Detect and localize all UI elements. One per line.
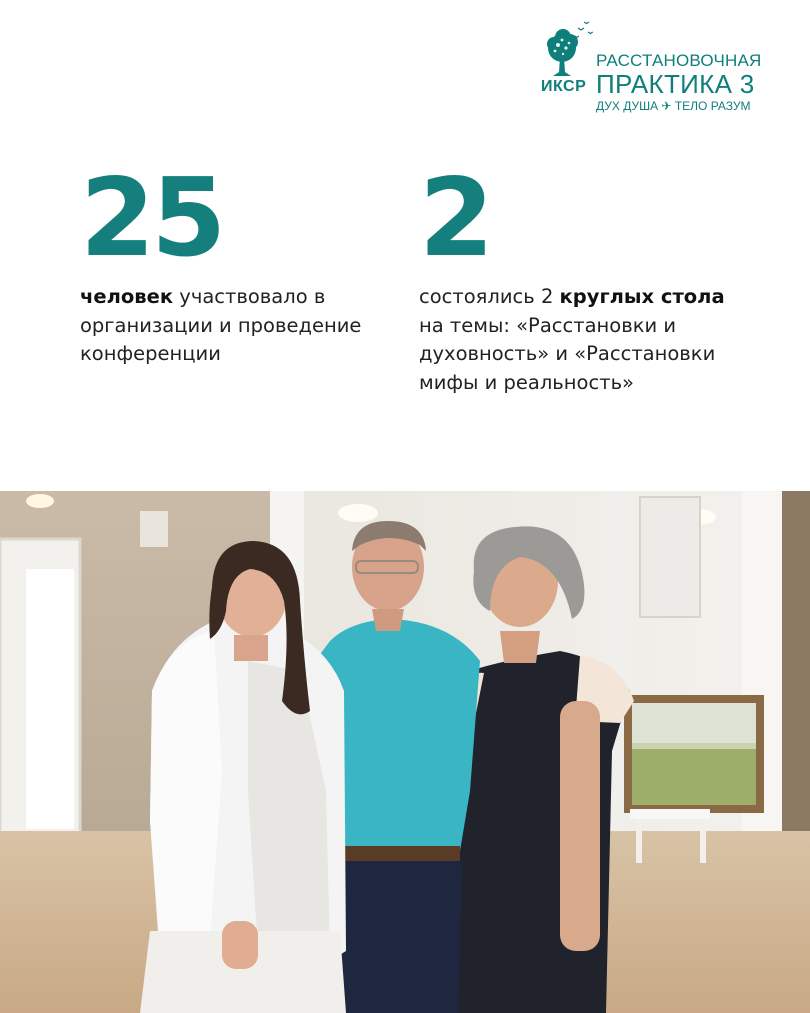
logo-title-line1: РАССТАНОВОЧНАЯ bbox=[596, 51, 762, 70]
stat-number: 2 bbox=[419, 156, 491, 281]
stat-description bbox=[419, 283, 739, 397]
stat-bold-text: человек bbox=[80, 285, 174, 308]
photo-illustration bbox=[0, 491, 810, 1013]
group-photo bbox=[0, 491, 810, 1013]
stat-participants bbox=[80, 156, 390, 369]
stat-round-tables bbox=[419, 156, 739, 397]
logo-abbreviation: ИКСР bbox=[541, 78, 587, 95]
logo-title-line2: ПРАКТИКА 3 bbox=[596, 69, 755, 99]
stat-number: 25 bbox=[80, 156, 223, 281]
stat-bold-text: круглых стола bbox=[559, 285, 725, 308]
stat-before-text: состоялись 2 bbox=[419, 285, 560, 308]
event-logo bbox=[538, 18, 770, 118]
logo-tagline: ДУХ ДУША ✈ ТЕЛО РАЗУМ bbox=[596, 99, 751, 113]
stat-description bbox=[80, 283, 390, 369]
stat-rest-text: на темы: «Расстановки и духовность» и «Расстановки мифы и реальность» bbox=[419, 313, 716, 394]
stat-rest-text: участвовало в организации и проведение конференции bbox=[80, 285, 362, 365]
